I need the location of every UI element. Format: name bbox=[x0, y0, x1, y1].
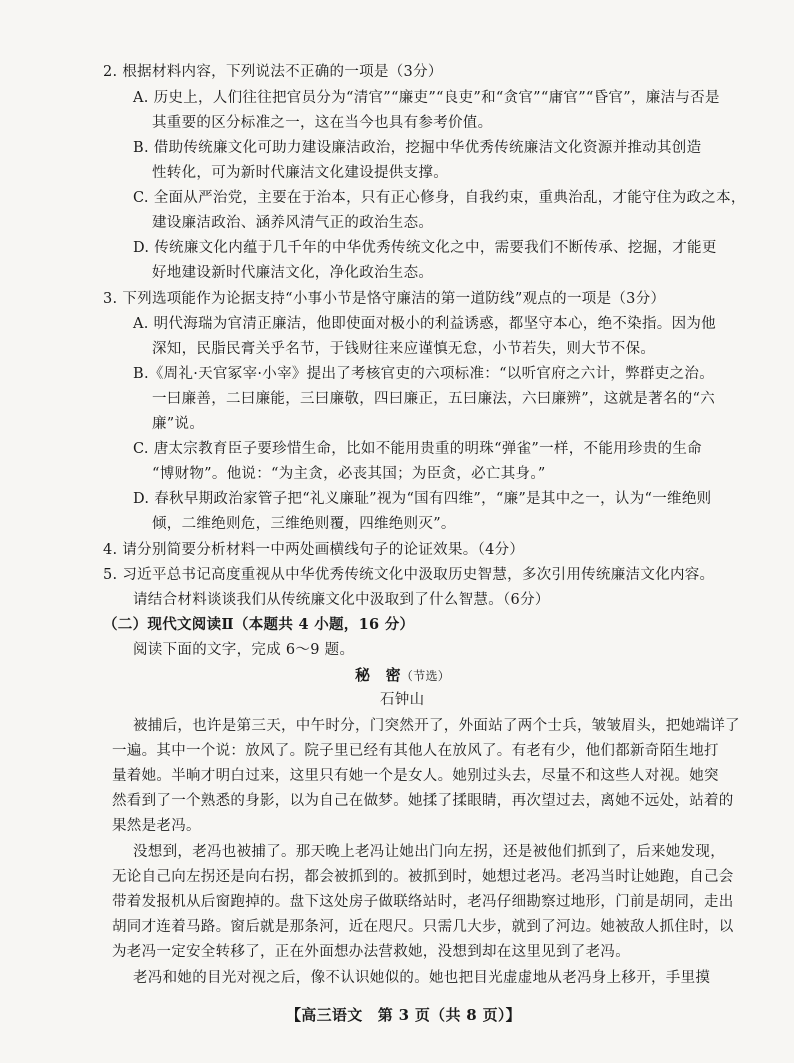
article-p1-line4: 然看到了一个熟悉的身影，以为自己在做梦。她揉了揉眼睛，再次望过去，离她不远处，站着的 bbox=[112, 793, 734, 809]
article-author: 石钟山 bbox=[380, 692, 425, 708]
q2-option-c: C. 全面从严治党，主要在于治本，只有正心修身，自我约束，重典治乱，才能守住为政之本， bbox=[133, 190, 746, 206]
page-footer: 【高三语文 第 3 页（共 8 页）】 bbox=[286, 1006, 521, 1024]
q3-option-c: C. 唐太宗教育臣子要珍惜生命，比如不能用贵重的明珠“弹雀”一样，不能用珍贵的生命 bbox=[133, 441, 702, 457]
q2-option-a-cont: 其重要的区分标准之一，这在当今也具有参考价值。 bbox=[152, 115, 493, 131]
question-2-stem: 2. 根据材料内容，下列说法不正确的一项是（3分） bbox=[103, 64, 443, 80]
question-5-cont: 请结合材料谈谈我们从传统廉文化中汲取到了什么智慧。（6分） bbox=[133, 592, 550, 608]
section-heading: （二）现代文阅读Ⅱ（本题共 4 小题，16 分） bbox=[103, 616, 415, 633]
section-instruction: 阅读下面的文字，完成 6～9 题。 bbox=[133, 642, 355, 658]
q3-option-b-cont: 一曰廉善，二曰廉能，三曰廉敬，四曰廉正，五曰廉法，六曰廉辨”，这就是著名的“六 bbox=[152, 391, 716, 407]
q2-option-c-cont: 建设廉洁政治、涵养风清气正的政治生态。 bbox=[152, 215, 434, 231]
article-p1-line1: 被捕后，也许是第三天，中午时分，门突然开了，外面站了两个士兵，皱皱眉头，把她端详了 bbox=[133, 718, 740, 734]
q3-option-d-cont: 倾，二维绝则危，三维绝则覆，四维绝则灭”。 bbox=[152, 516, 456, 532]
q3-option-c-cont: “博财物”。他说：“为主贪，必丧其国；为臣贪，必亡其身。” bbox=[152, 466, 546, 482]
article-p2-line3: 带着发报机从后窗跑掉的。盘下这处房子做联络站时，老冯仔细勘察过地形，门前是胡同，走出 bbox=[112, 894, 734, 910]
q3-option-b: B.《周礼·天官冢宰·小宰》提出了考核官吏的六项标准：“以听官府之六计，弊群吏之治。 bbox=[133, 366, 714, 382]
question-3-stem: 3. 下列选项能作为论据支持“小事小节是恪守廉洁的第一道防线”观点的一项是（3分） bbox=[103, 291, 666, 307]
q2-option-b-cont: 性转化，可为新时代廉洁文化建设提供支撑。 bbox=[152, 165, 448, 181]
article-p3-line1: 老冯和她的目光对视之后，像不认识她似的。她也把目光虚虚地从老冯身上移开，手里摸 bbox=[133, 970, 711, 986]
article-title-note: （节选） bbox=[400, 669, 451, 683]
question-4: 4. 请分别简要分析材料一中两处画横线句子的论证效果。（4分） bbox=[103, 542, 525, 558]
q2-option-b: B. 借助传统廉文化可助力建设廉洁政治，挖掘中华优秀传统廉洁文化资源并推动其创造 bbox=[133, 140, 702, 156]
question-5: 5. 习近平总书记高度重视从中华优秀传统文化中汲取历史智慧，多次引用传统廉洁文化内容。 bbox=[103, 567, 715, 583]
q2-option-d: D. 传统廉文化内蕴于几千年的中华优秀传统文化之中，需要我们不断传承、挖掘，才能更 bbox=[133, 240, 717, 256]
article-p2-line4: 胡同才连着马路。窗后就是那条河，近在咫尺。只需几大步，就到了河边。她被敌人抓住时，以 bbox=[112, 919, 734, 935]
q3-option-a-cont: 深知，民脂民膏关乎名节，于钱财往来应谨慎无怠，小节若失，则大节不保。 bbox=[152, 341, 656, 357]
q3-option-d: D. 春秋早期政治家管子把“礼义廉耻”视为“国有四维”，“廉”是其中之一，认为“一维绝则 bbox=[133, 491, 712, 507]
q2-option-d-cont: 好地建设新时代廉洁文化，净化政治生态。 bbox=[152, 265, 434, 281]
article-p1-line5: 果然是老冯。 bbox=[112, 818, 201, 834]
article-p2-line5: 为老冯一定安全转移了，正在外面想办法营救她，没想到却在这里见到了老冯。 bbox=[112, 944, 630, 960]
q3-option-b-cont2: 廉”说。 bbox=[152, 416, 205, 432]
article-title bbox=[355, 665, 450, 686]
article-title-text: 秘 密 bbox=[355, 666, 401, 684]
article-p2-line2: 无论自己向左拐还是向右拐，都会被抓到的。被抓到时，她想过老冯。老冯当时让她跑，自己会 bbox=[112, 869, 734, 885]
article-p1-line3: 量着她。半晌才明白过来，这里只有她一个是女人。她别过头去，尽量不和这些人对视。她突 bbox=[112, 768, 719, 784]
article-p1-line2: 一遍。其中一个说：放风了。院子里已经有其他人在放风了。有老有少，他们都新奇陌生地打 bbox=[112, 743, 719, 759]
q3-option-a: A. 明代海瑞为官清正廉洁，他即使面对极小的利益诱惑，都坚守本心，绝不染指。因为他 bbox=[133, 316, 716, 332]
q2-option-a: A. 历史上，人们往往把官员分为“清官”“廉吏”“良吏”和“贪官”“庸官”“昏官”，廉洁与否是 bbox=[133, 90, 720, 106]
article-p2-line1: 没想到，老冯也被捕了。那天晚上老冯让她出门向左拐，还是被他们抓到了，后来她发现， bbox=[133, 844, 725, 860]
